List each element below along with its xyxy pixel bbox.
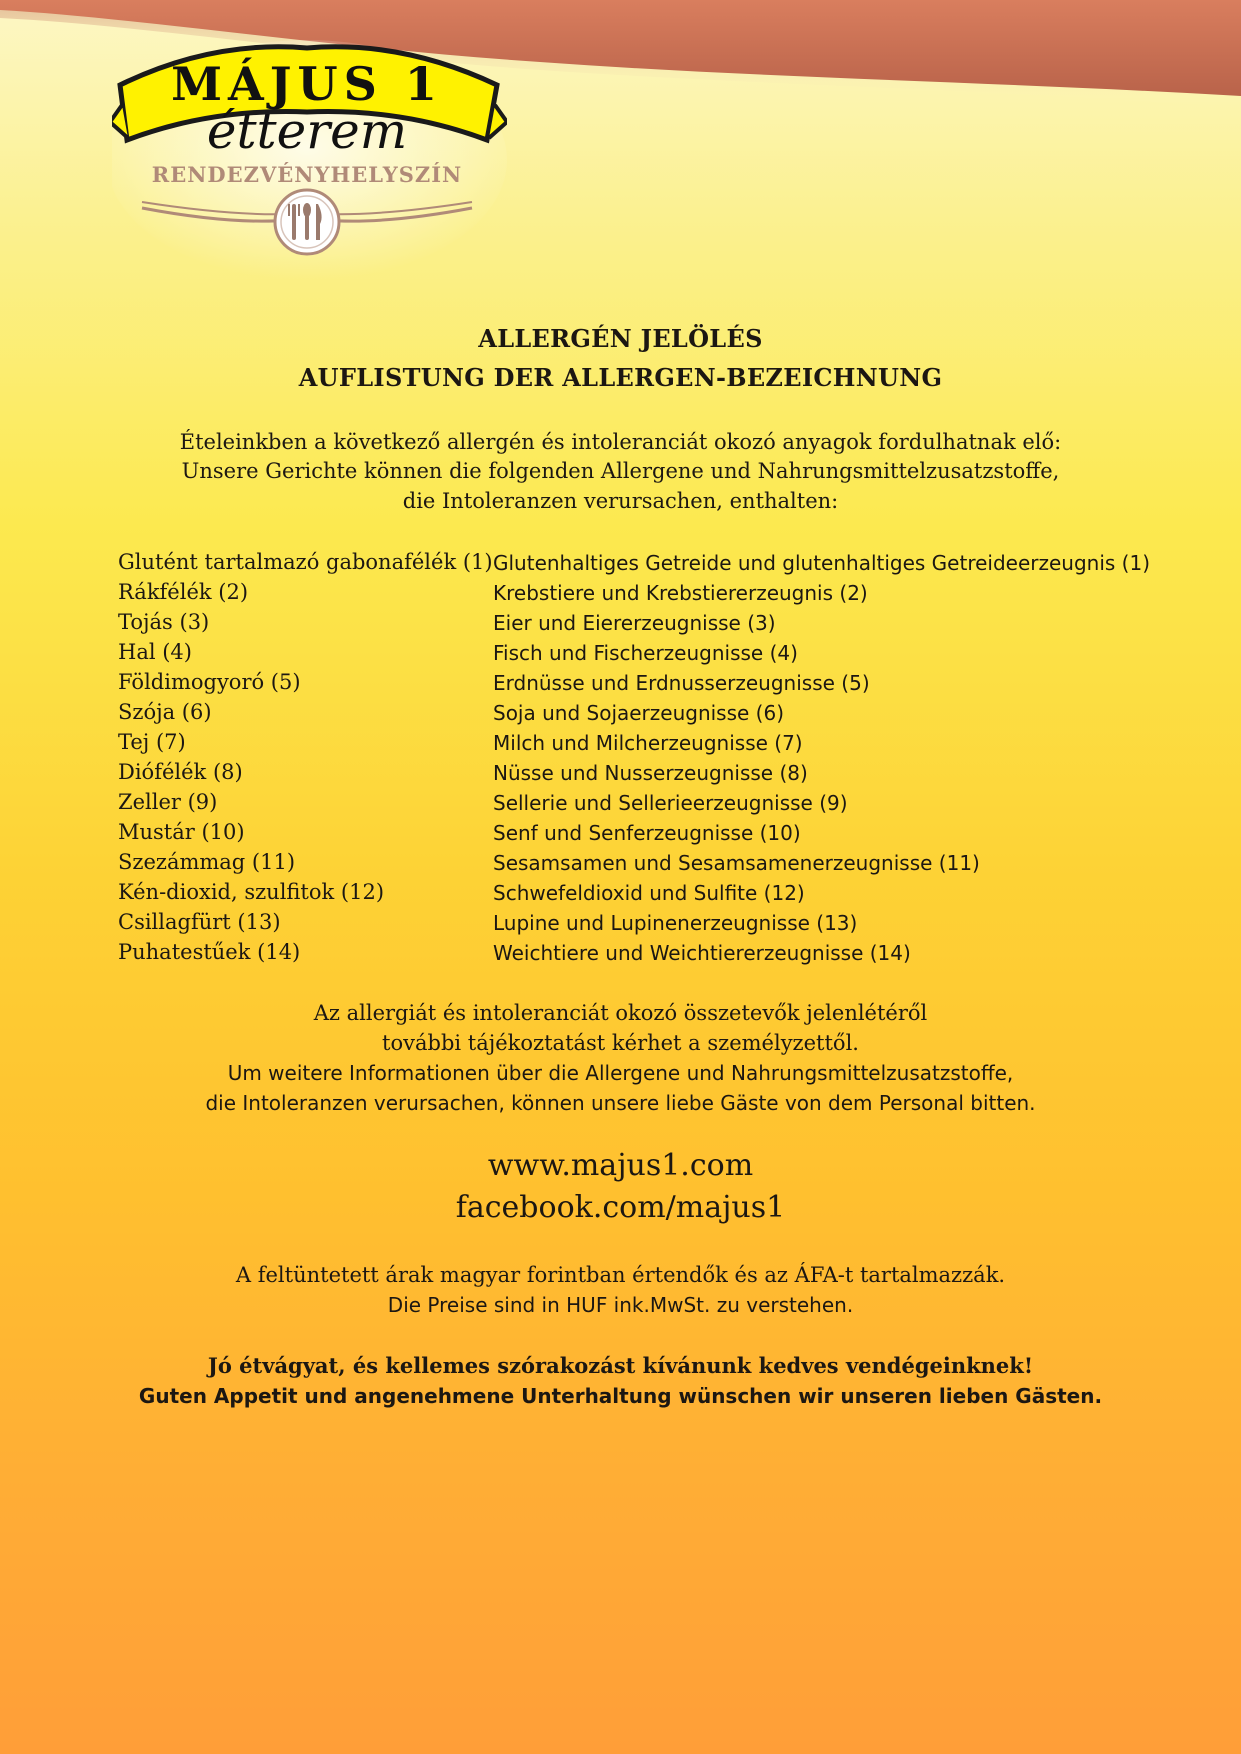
info-hu-line2: további tájékoztatást kérhet a személyzettől. <box>382 1031 859 1055</box>
allergen-hu-8: Diófélék (8) <box>118 760 243 784</box>
website-link[interactable]: www.majus1.com <box>487 1148 754 1183</box>
intro-hu: Ételeinkben a következő allergén és intoleranciát okozó anyagok fordulhatnak elő: <box>179 430 1062 454</box>
allergen-hu-1: Glutént tartalmazó gabonafélék (1) <box>118 550 493 574</box>
allergen-de-12: Schwefeldioxid und Sulfite (12) <box>493 881 805 905</box>
allergen-de-5: Erdnüsse und Erdnusserzeugnisse (5) <box>493 671 870 695</box>
allergen-hu-2: Rákfélék (2) <box>118 580 249 604</box>
allergen-hu-3: Tojás (3) <box>118 610 210 634</box>
price-note-de: Die Preise sind in HUF ink.MwSt. zu verstehen. <box>387 1293 854 1317</box>
page-title-hu: ALLERGÉN JELÖLÉS <box>478 324 763 353</box>
logo-name: MÁJUS 1 <box>171 57 443 111</box>
closing-de: Guten Appetit und angenehmene Unterhaltung wünschen wir unseren lieben Gästen. <box>138 1384 1103 1408</box>
allergen-hu-11: Szezámmag (11) <box>118 850 296 874</box>
allergen-hu-10: Mustár (10) <box>118 820 245 844</box>
page-title-de: AUFLISTUNG DER ALLERGEN-BEZEICHNUNG <box>298 363 943 392</box>
logo-tagline: RENDEZVÉNYHELYSZÍN <box>151 162 463 187</box>
allergen-de-2: Krebstiere und Krebstiererzeugnis (2) <box>493 581 868 605</box>
facebook-link[interactable]: facebook.com/majus1 <box>455 1190 786 1225</box>
allergen-de-7: Milch und Milcherzeugnisse (7) <box>493 731 803 755</box>
intro-de-line1: Unsere Gerichte können die folgenden Allergene und Nahrungsmittelzusatzstoffe, <box>181 459 1060 483</box>
info-de-line2: die Intoleranzen verursachen, können unsere liebe Gäste von dem Personal bitten. <box>205 1091 1036 1115</box>
allergen-de-4: Fisch und Fischerzeugnisse (4) <box>493 641 798 665</box>
allergen-hu-14: Puhatestűek (14) <box>118 940 301 964</box>
allergen-de-14: Weichtiere und Weichtiererzeugnisse (14) <box>493 941 911 965</box>
allergen-de-13: Lupine und Lupinenerzeugnisse (13) <box>493 911 858 935</box>
info-hu-line1: Az allergiát és intoleranciát okozó összetevők jelenlétéről <box>313 1001 928 1025</box>
allergen-hu-7: Tej (7) <box>118 730 186 754</box>
intro-de-line2: die Intoleranzen verursachen, enthalten: <box>402 489 839 513</box>
price-note-hu: A feltüntetett árak magyar forintban értendők és az ÁFA-t tartalmazzák. <box>235 1263 1006 1287</box>
allergen-hu-5: Földimogyoró (5) <box>118 670 301 694</box>
allergen-hu-4: Hal (4) <box>118 640 192 664</box>
info-de-line1: Um weitere Informationen über die Allergene und Nahrungsmittelzusatzstoffe, <box>227 1061 1014 1085</box>
logo-subtitle: étterem <box>206 102 408 160</box>
allergen-hu-6: Szója (6) <box>118 700 212 724</box>
allergen-de-10: Senf und Senferzeugnisse (10) <box>493 821 801 845</box>
allergen-hu-13: Csillagfürt (13) <box>118 910 281 934</box>
allergen-de-11: Sesamsamen und Sesamsamenerzeugnisse (11) <box>493 851 980 875</box>
allergen-hu-12: Kén-dioxid, szulfitok (12) <box>118 880 385 904</box>
closing-hu: Jó étvágyat, és kellemes szórakozást kívánunk kedves vendégeinknek! <box>207 1353 1034 1378</box>
restaurant-logo <box>112 30 507 280</box>
allergen-hu-9: Zeller (9) <box>118 790 218 814</box>
allergen-de-8: Nüsse und Nusserzeugnisse (8) <box>493 761 808 785</box>
cutlery-icon <box>275 190 339 254</box>
allergen-de-6: Soja und Sojaerzeugnisse (6) <box>493 701 785 725</box>
allergen-de-3: Eier und Eiererzeugnisse (3) <box>493 611 776 635</box>
allergen-de-1: Glutenhaltiges Getreide und glutenhaltiges Getreideerzeugnis (1) <box>493 551 1151 575</box>
allergen-de-9: Sellerie und Sellerieerzeugnisse (9) <box>493 791 848 815</box>
